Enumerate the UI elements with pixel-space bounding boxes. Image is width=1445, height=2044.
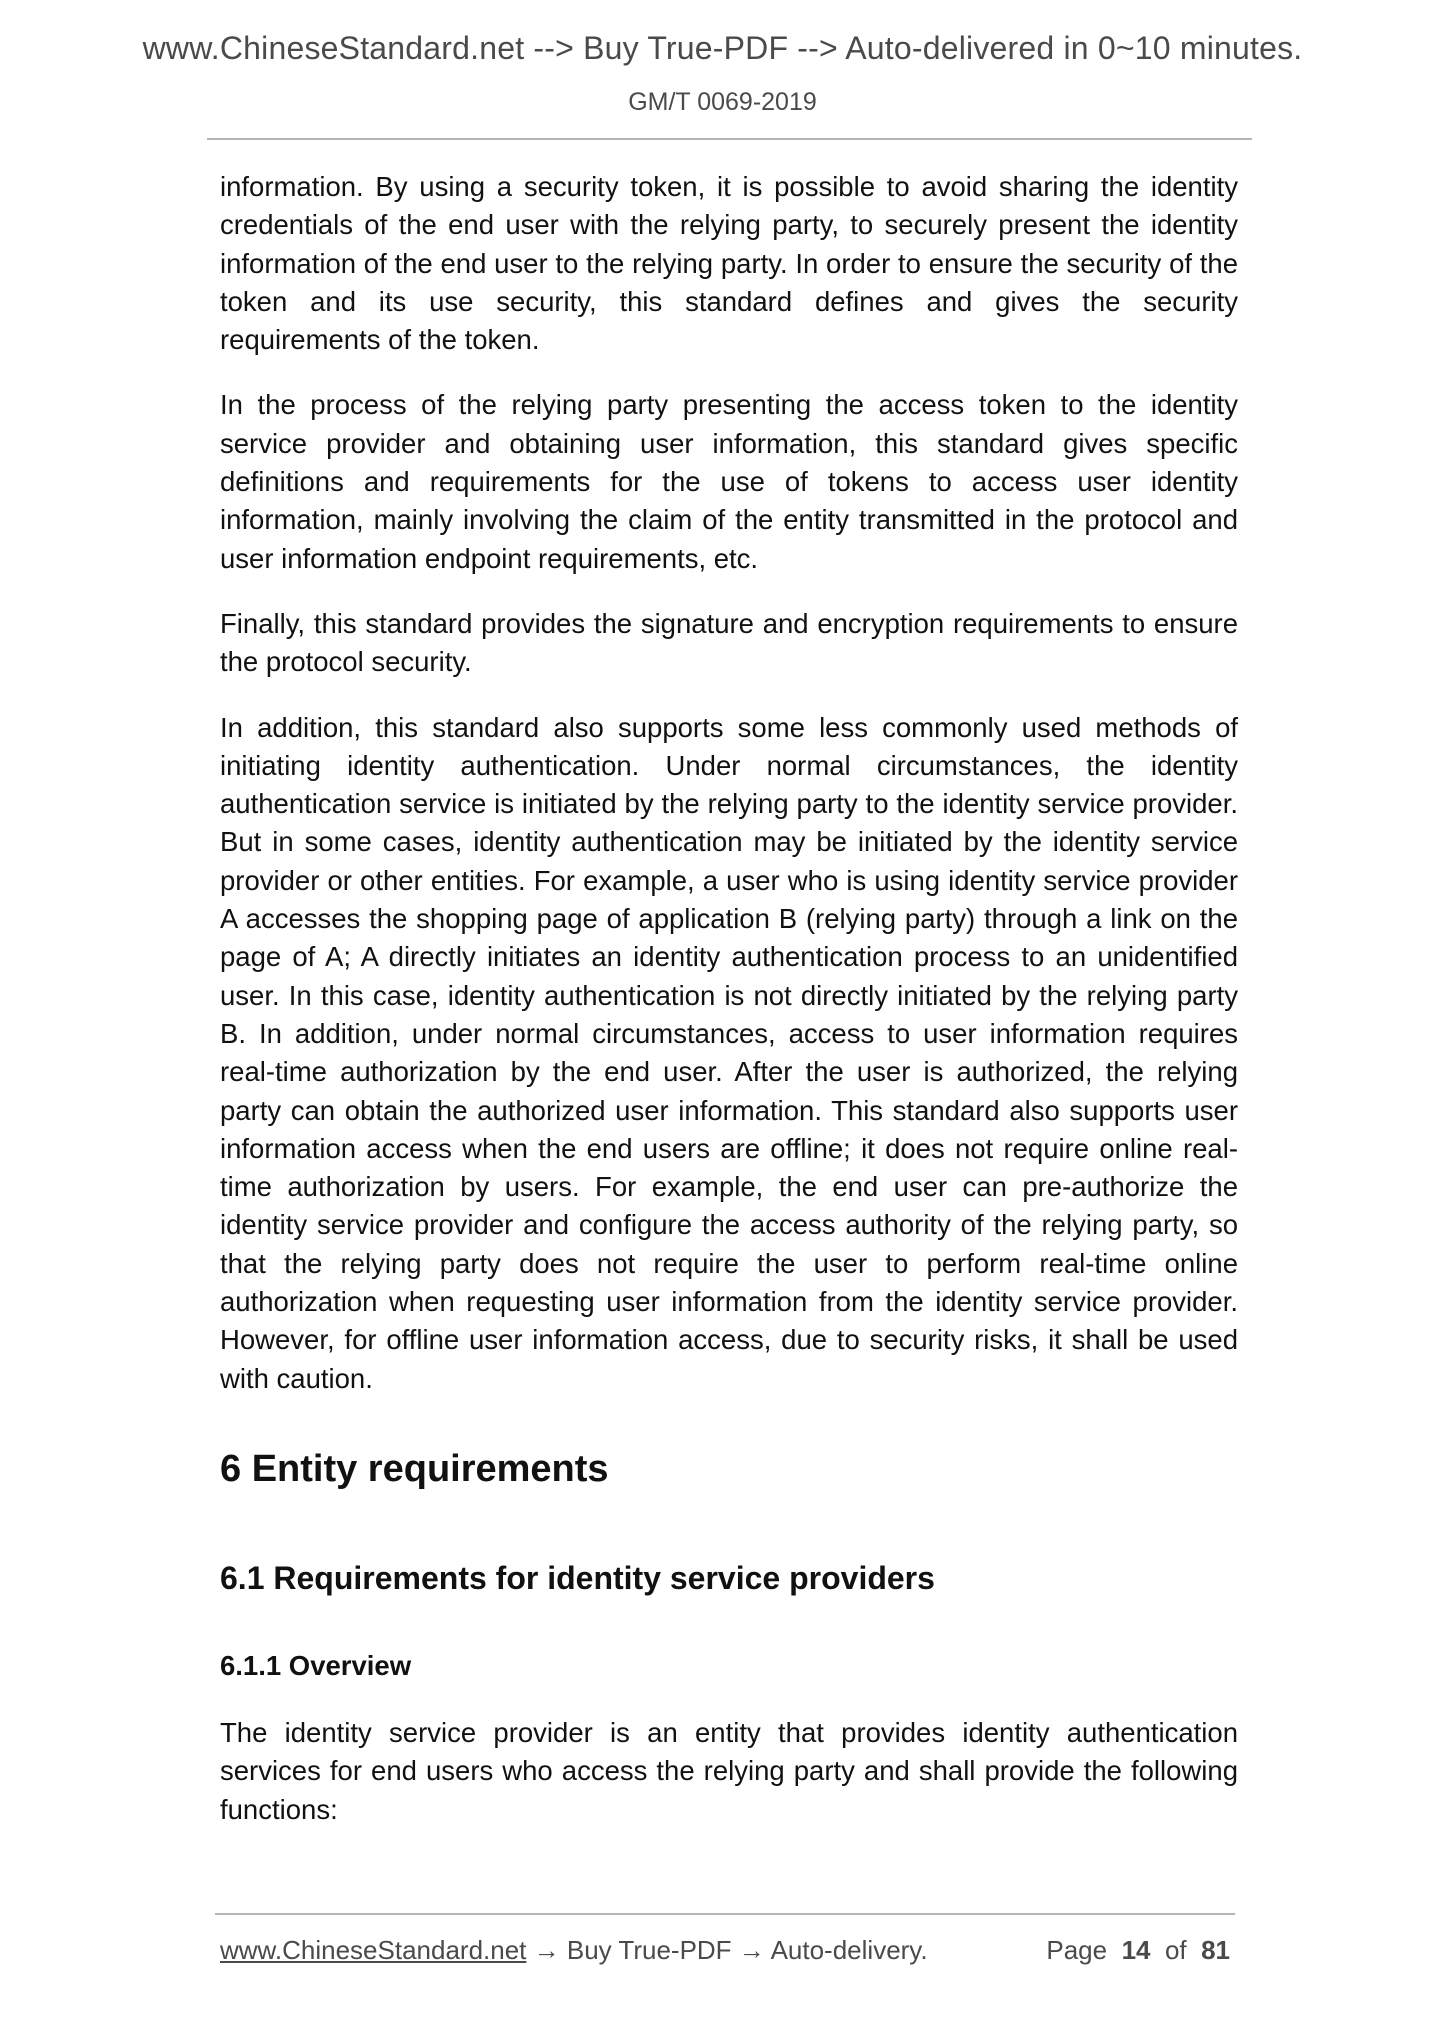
of-label: of [1164,1935,1187,1965]
footer-promo [220,1933,928,1967]
body-paragraph: The identity service provider is an entity that provides identity authentication services for end users who access the relying party and shall provide the following functions: [220,1716,1238,1825]
header-divider [207,138,1252,140]
footer-website-link[interactable]: www.ChineseStandard.net [220,1935,527,1965]
document-code: GM/T 0069-2019 [628,88,817,116]
body-paragraph: In the process of the relying party presenting the access token to the identity service provider and obtaining user information, this standard gives specific definitions and requirements for the use of tokens to access user identity information, mainly involving the claim of the entity transmitted in the protocol and user information endpoint requirements, etc. [220,389,1238,574]
footer-divider [215,1913,1235,1915]
section-heading: 6 Entity requirements [220,1447,609,1490]
page-indicator [1046,1933,1230,1967]
page-content [220,168,1238,1856]
body-paragraph: information. By using a security token, it is possible to avoid sharing the identity credentials of the end user with the relying party, to securely present the identity information of the end user to the relying party. In order to ensure the security of the token and its use security, this standard defines and gives the security requirements of the token. [220,171,1238,356]
footer-tagline: → Buy True-PDF → Auto-delivery. [526,1935,928,1965]
page-number: 14 [1121,1935,1151,1965]
body-paragraph: Finally, this standard provides the signature and encryption requirements to ensure the protocol security. [220,607,1238,678]
top-banner: www.ChineseStandard.net --> Buy True-PDF --> Auto-delivered in 0~10 minutes. [142,30,1303,66]
subsubsection-heading: 6.1.1 Overview [220,1649,412,1681]
subsection-heading: 6.1 Requirements for identity service providers [220,1559,935,1596]
total-pages: 81 [1201,1935,1230,1965]
page-label: Page [1046,1935,1108,1965]
body-paragraph: In addition, this standard also supports some less commonly used methods of initiating identity authentication. Under normal circumstances, the identity authentication service is initiated by the relying party to the identity service provider. But in some cases, identity authentication may be initiated by the identity service provider or other entities. For example, a user who is using identity service provider A accesses the shopping page of application B (relying party) through a link on the page of A; A directly initiates an identity authentication process to an unidentified user. In this case, identity authentication is not directly initiated by the relying party B. In addition, under normal circumstances, access to user information requires real-time authorization by the end user. After the user is authorized, the relying party can obtain the authorized user information. This standard also supports user information access when the end users are offline; it does not require online real-time authorization by users. For example, the end user can pre-authorize the identity service provider and configure the access authority of the relying party, so that the relying party does not require the user to perform real-time online authorization when requesting user information from the identity service provider. However, for offline user information access, due to security risks, it shall be used with caution. [220,711,1238,1394]
